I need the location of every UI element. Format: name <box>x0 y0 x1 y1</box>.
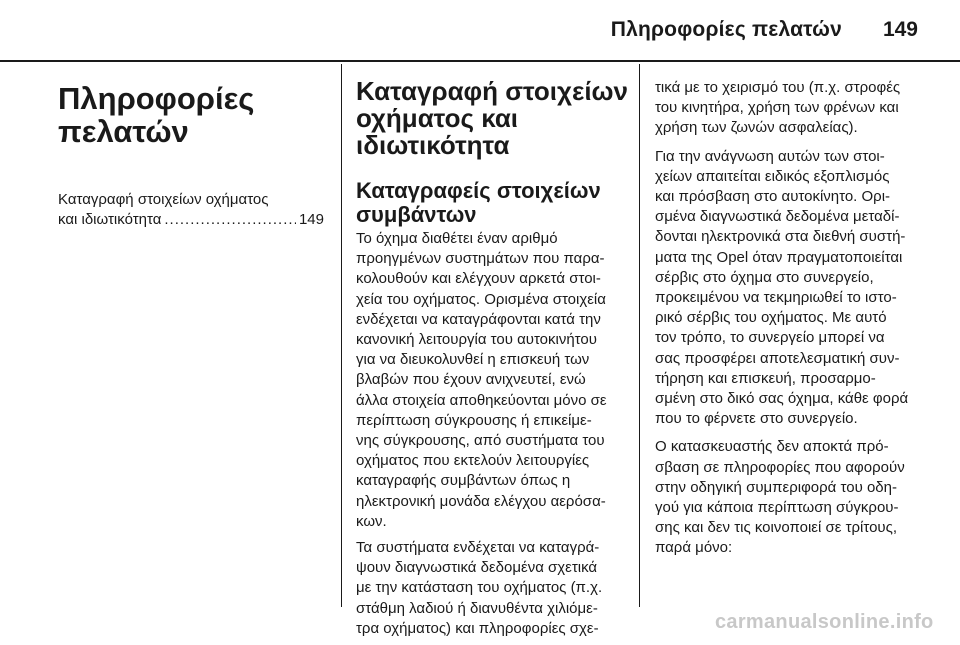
text-line: χεία του οχήματος. Ορισμένα στοιχεία <box>356 290 606 308</box>
text-line: τήρηση και επισκευή, προσαρμο- <box>655 369 876 387</box>
text-line: ενδέχεται να καταγράφονται κατά την <box>356 310 601 328</box>
section-title-line: ιδιωτικότητα <box>356 130 510 160</box>
text-line: τρα οχήματος) και πληροφορίες σχε- <box>356 619 599 637</box>
text-line: που το φέρνετε στο συνεργείο. <box>655 410 858 428</box>
text-line: προκειμένου να τεκμηριωθεί το ιστο- <box>655 289 897 307</box>
text-line: ματα της Opel όταν πραγματοποιείται <box>655 248 903 266</box>
text-line: χρήση των ζωνών ασφαλείας). <box>655 119 858 137</box>
paragraph <box>655 147 930 430</box>
page-number: 149 <box>882 18 918 41</box>
text-line: περίπτωση σύγκρουσης ή επικείμε- <box>356 411 592 429</box>
text-line: σμένα διαγνωστικά δεδομένα μεταδί- <box>655 208 900 226</box>
content-column-right <box>655 78 930 567</box>
text-line: σμένη στο δικό σας όχημα, κάθε φορά <box>655 390 909 408</box>
text-line: σέρβις στο όχημα στο συνεργείο, <box>655 268 874 286</box>
content-column-middle <box>356 70 631 645</box>
chapter-title <box>58 82 328 148</box>
text-line: ηλεκτρονική μονάδα ελέγχου αερόσα- <box>356 492 606 510</box>
text-line: άλλα στοιχεία αποθηκεύονται μόνο σε <box>356 391 607 409</box>
text-line: Για την ανάγνωση αυτών των στοι- <box>655 147 885 165</box>
subsection-title-line: Καταγραφείς στοιχείων <box>356 178 601 203</box>
text-line: σης και δεν τις κοινοποιεί σε τρίτους, <box>655 519 898 537</box>
text-line: ρικό σέρβις του οχήματος. Με αυτό <box>655 309 887 327</box>
text-line: βλαβών που έχουν ανιχνευτεί, ενώ <box>356 371 586 389</box>
toc-entry-text: και ιδιωτικότητα <box>58 211 162 228</box>
toc-leader-dots <box>164 210 296 230</box>
subsection-title-line: συμβάντων <box>356 202 477 227</box>
text-line: στην οδηγική συμπεριφορά του οδη- <box>655 478 897 496</box>
page-header <box>0 0 960 58</box>
toc-entry-text: Καταγραφή στοιχείων οχήματος <box>58 191 269 208</box>
subsection-title <box>356 179 631 227</box>
running-title: Πληροφορίες πελατών <box>610 18 842 41</box>
text-line: δονται ηλεκτρονικά στα διεθνή συστή- <box>655 228 906 246</box>
text-line: κολουθούν και ελέγχουν αρκετά στοι- <box>356 270 601 288</box>
watermark-text: carmanualsonline.info <box>715 611 934 633</box>
column-divider-right <box>639 64 640 607</box>
text-line: Ο κατασκευαστής δεν αποκτά πρό- <box>655 438 889 456</box>
text-line: τον τρόπο, το συνεργείο μπορεί να <box>655 329 885 347</box>
text-line: νης σύγκρουσης, από συστήματα του <box>356 432 605 450</box>
chapter-title-line: Πληροφορίες <box>58 81 255 116</box>
text-line: γού για κάποια περίπτωση σύγκρου- <box>655 499 899 517</box>
header-rule <box>0 60 960 62</box>
text-line: χείων απαιτείται ειδικός εξοπλισμός <box>655 167 890 185</box>
text-line: παρά μόνο: <box>655 539 733 557</box>
section-title <box>356 78 631 159</box>
text-line: σας προσφέρει αποτελεσματική συν- <box>655 349 900 367</box>
paragraph <box>356 538 631 639</box>
text-line: προηγμένων συστημάτων που παρα- <box>356 250 605 268</box>
paragraph <box>655 437 930 558</box>
text-line: σβαση σε πληροφορίες που αφορούν <box>655 458 905 476</box>
text-line: κων. <box>356 512 387 530</box>
text-line: με την κατάσταση του οχήματος (π.χ. <box>356 579 603 597</box>
chapter-title-line: πελατών <box>58 114 189 149</box>
toc-column <box>58 70 328 230</box>
text-line: ψουν διαγνωστικά δεδομένα σχετικά <box>356 559 598 577</box>
paragraph <box>356 229 631 532</box>
text-line: τικά με το χειρισμό του (π.χ. στροφές <box>655 79 901 96</box>
paragraph <box>655 78 930 139</box>
column-divider-left <box>341 64 342 607</box>
text-line: και πρόσβαση στο αυτοκίνητο. Ορι- <box>655 188 891 206</box>
text-line: Τα συστήματα ενδέχεται να καταγρά- <box>356 539 600 557</box>
toc-entry-page: 149 <box>298 211 324 228</box>
text-line: κανονική λειτουργία του αυτοκινήτου <box>356 331 597 349</box>
text-line: στάθμη λαδιού ή διανυθέντα χιλιόμε- <box>356 599 598 617</box>
toc-entry[interactable] <box>58 190 328 230</box>
text-line: καταγραφής συμβάντων όπως η <box>356 472 571 490</box>
text-line: για να διευκολυνθεί η επισκευή των <box>356 351 590 369</box>
section-title-line: Καταγραφή στοιχείων <box>356 76 628 106</box>
section-title-line: οχήματος και <box>356 103 519 133</box>
text-line: του κινητήρα, χρήση των φρένων και <box>655 99 899 117</box>
text-line: Το όχημα διαθέτει έναν αριθμό <box>356 230 558 247</box>
text-line: οχήματος που εκτελούν λειτουργίες <box>356 452 590 470</box>
